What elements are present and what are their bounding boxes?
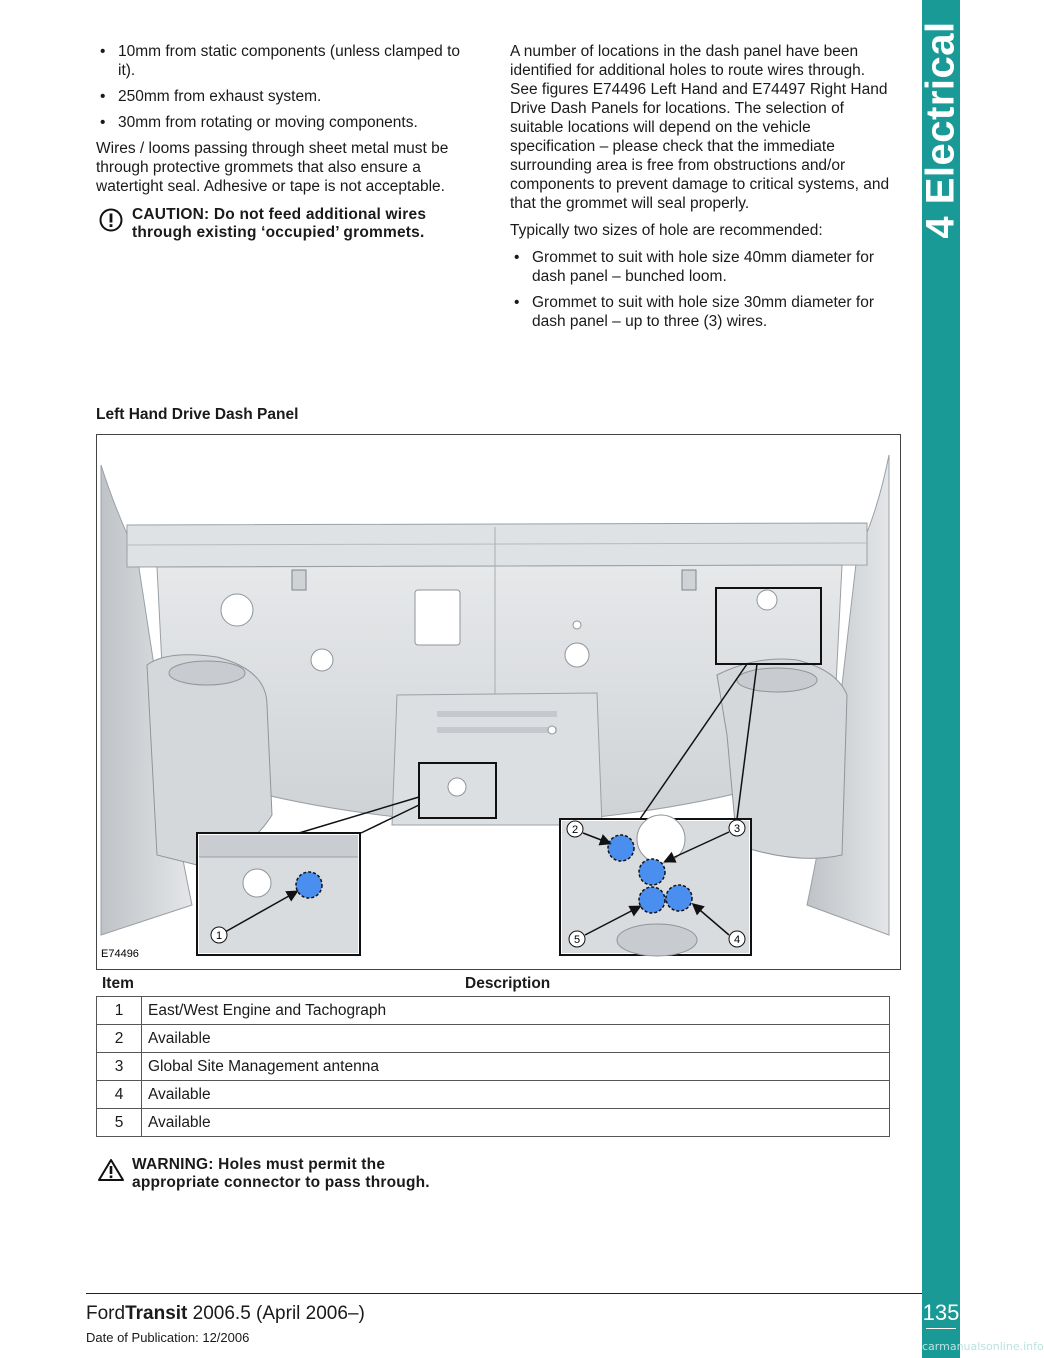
table-cell-item: 1 [97,997,142,1025]
hole-marker-1 [296,872,322,898]
grommet-paragraph: Wires / looms passing through sheet metal must be through protective grommets that also ensure a watertight seal. Adhesive or tape is not acceptable. [96,140,449,195]
table-cell-item: 5 [97,1109,142,1137]
table-cell-description: Available [142,1025,890,1053]
table-cell-item: 3 [97,1053,142,1081]
publication-date: Date of Publication: 12/2006 [86,1330,250,1345]
figure-code: E74496 [101,948,139,960]
page-number-rule [926,1328,956,1329]
description-table [96,996,890,1137]
table-cell-description: Available [142,1109,890,1137]
callout-1: 1 [215,930,223,942]
hole-size-intro: Typically two sizes of hole are recommended: [510,222,823,239]
footer-rule [86,1293,922,1294]
callout-2: 2 [571,824,579,836]
table-header-item: Item [102,975,134,992]
list-item: • Grommet to suit with hole size 40mm diameter for dash panel – bunched loom. [510,248,894,286]
warning-text: WARNING: Holes must permit the appropriate connector to pass through. [132,1156,430,1191]
table-row [97,1109,890,1137]
inset-right [560,815,751,956]
watermark: carmanualsonline.info [922,1340,1044,1353]
hole-size-list [510,248,894,331]
table-row [97,1081,890,1109]
page-number: 135 [922,1300,960,1325]
locations-paragraph: A number of locations in the dash panel have been identified for additional holes to route wires through. See figures E74496 Left Hand and E74497 Right Hand Drive Dash Panels for locations. The selection of suitable locations will depend on the vehicle specification – please check that the immediate surrounding area is free from obstructions and/or components to prevent damage to critical systems, and that the grommet will seal properly. [510,43,890,212]
hole-marker-4 [666,885,692,911]
warning-icon [98,1158,124,1182]
table-header-description: Description [465,975,551,992]
footer-brand [86,1303,365,1325]
figure-title: Left Hand Drive Dash Panel [96,406,299,423]
caution-notice [96,206,480,242]
table-cell-description: East/West Engine and Tachograph [142,997,890,1025]
table-cell-item: 2 [97,1025,142,1053]
table-cell-description: Global Site Management antenna [142,1053,890,1081]
brand-model: Transit [125,1303,188,1324]
table-cell-item: 4 [97,1081,142,1109]
table-row [97,1053,890,1081]
hole-marker-2 [608,835,634,861]
clearance-list [96,42,480,132]
dash-panel-illustration [97,435,900,969]
list-item: • Grommet to suit with hole size 30mm diameter for dash panel – up to three (3) wires. [510,293,894,331]
chapter-title: 4 Electrical [918,21,963,239]
callout-4: 4 [733,934,741,946]
table-cell-description: Available [142,1081,890,1109]
list-item: • 250mm from exhaust system. [96,87,480,106]
brand-edition: 2006.5 (April 2006–) [187,1303,365,1324]
hole-marker-5 [639,887,665,913]
callout-3: 3 [733,823,741,835]
dash-panel-figure [96,434,901,970]
caution-icon [98,208,124,232]
list-item: • 30mm from rotating or moving components. [96,113,480,132]
callout-5: 5 [573,934,581,946]
inset-left [197,833,360,955]
warning-block [96,1156,476,1192]
brand-ford: Ford [86,1303,126,1324]
table-row [97,997,890,1025]
list-item: • 10mm from static components (unless clamped to it). [96,42,480,80]
table-row [97,1025,890,1053]
caution-text: CAUTION: Do not feed additional wires through existing ‘occupied’ grommets. [132,206,427,241]
right-column [510,42,894,338]
left-column [96,42,480,242]
warning-notice [96,1156,476,1192]
hole-marker-3 [639,859,665,885]
